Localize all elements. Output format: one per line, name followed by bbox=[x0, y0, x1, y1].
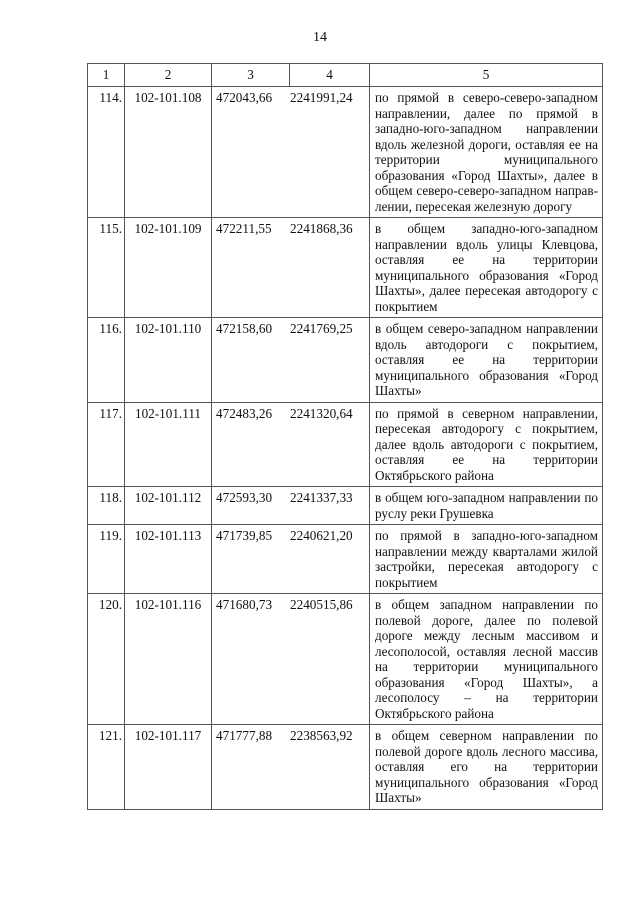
coord-x: 472043,66 bbox=[216, 90, 273, 105]
boundary-description: в общем северном направлении по полевой дороге вдоль лесного массива, оставляя его на территории муниципального образования «Город Шахты» bbox=[370, 725, 603, 810]
row-number: 118. bbox=[88, 487, 125, 525]
coordinates-cell bbox=[212, 725, 370, 810]
table-row bbox=[88, 525, 603, 594]
point-code: 102-101.116 bbox=[125, 594, 212, 725]
coord-x: 472483,26 bbox=[216, 405, 273, 421]
header-col-3: 3 bbox=[212, 64, 290, 87]
table-row bbox=[88, 725, 603, 810]
coord-x: 471739,85 bbox=[216, 528, 273, 543]
point-code: 102-101.110 bbox=[125, 318, 212, 403]
table-header-row bbox=[88, 64, 603, 87]
table-row bbox=[88, 402, 603, 487]
point-code: 102-101.109 bbox=[125, 218, 212, 318]
table-row bbox=[88, 487, 603, 525]
row-number: 114. bbox=[88, 87, 125, 218]
coord-y: 2241337,33 bbox=[290, 490, 353, 505]
boundary-description: по прямой в западно-юго-западном направлении между кварталами жилой застройки, пересекая автодорогу с покрытием bbox=[370, 525, 603, 594]
boundary-description: по прямой в северном направлении, пересекая автодорогу с покрытием, далее вдоль автодороги с покрытием, оставляя ее на территории Октябрьского района bbox=[370, 402, 603, 487]
table-row bbox=[88, 594, 603, 725]
header-col-1: 1 bbox=[88, 64, 125, 87]
coordinates-cell bbox=[212, 402, 370, 487]
point-code: 102-101.113 bbox=[125, 525, 212, 594]
coordinates-cell bbox=[212, 87, 370, 218]
coord-y: 2241769,25 bbox=[290, 321, 353, 336]
coord-x: 471680,73 bbox=[216, 597, 273, 612]
coord-y: 2241320,64 bbox=[290, 405, 353, 421]
boundary-description: в общем юго-западном направлении по руслу реки Грушевка bbox=[370, 487, 603, 525]
boundary-description: в общем западно-юго-западном направлении вдоль улицы Клевцова, оставляя ее на территории муниципального образования «Город Шахты», далее пересекая автодорогу с покрытием bbox=[370, 218, 603, 318]
header-col-5: 5 bbox=[370, 64, 603, 87]
header-col-4: 4 bbox=[290, 64, 370, 87]
coord-x: 472593,30 bbox=[216, 490, 273, 505]
coord-y: 2238563,92 bbox=[290, 728, 353, 743]
page-number: 14 bbox=[313, 30, 327, 45]
row-number: 120. bbox=[88, 594, 125, 725]
point-code: 102-101.111 bbox=[125, 402, 212, 487]
coordinates-cell bbox=[212, 487, 370, 525]
coord-y: 2240621,20 bbox=[290, 528, 353, 543]
boundary-description: по прямой в северо-северо-западном направлении, далее по прямой в западно-юго-западном направлении вдоль железной дороги, оставляя ее на территории муниципального образования «Город Шахты», далее в общем северо-северо-западном направлении, пересекая железную дорогу bbox=[370, 87, 603, 218]
coordinates-cell bbox=[212, 525, 370, 594]
point-code: 102-101.112 bbox=[125, 487, 212, 525]
coordinates-cell bbox=[212, 594, 370, 725]
row-number: 121. bbox=[88, 725, 125, 810]
row-number: 115. bbox=[88, 218, 125, 318]
table-row bbox=[88, 318, 603, 403]
point-code: 102-101.117 bbox=[125, 725, 212, 810]
row-number: 119. bbox=[88, 525, 125, 594]
boundary-description: в общем северо-западном направлении вдоль автодороги с покрытием, оставляя ее на территории муниципального образования «Город Шахты» bbox=[370, 318, 603, 403]
row-number: 116. bbox=[88, 318, 125, 403]
coordinates-cell bbox=[212, 318, 370, 403]
point-code: 102-101.108 bbox=[125, 87, 212, 218]
boundary-points-table bbox=[87, 63, 603, 810]
coord-y: 2241991,24 bbox=[290, 90, 353, 105]
boundary-description: в общем западном направлении по полевой дороге, далее по полевой дороге между лесным массивом и лесополосой, оставляя лесной массив на территории муниципального образования «Город Шахты», а лесополосу – на территории Октябрьского района bbox=[370, 594, 603, 725]
coord-y: 2240515,86 bbox=[290, 597, 353, 612]
coord-x: 471777,88 bbox=[216, 728, 273, 743]
coord-y: 2241868,36 bbox=[290, 221, 353, 236]
table-row bbox=[88, 87, 603, 218]
row-number: 117. bbox=[88, 402, 125, 487]
table-row bbox=[88, 218, 603, 318]
coordinates-cell bbox=[212, 218, 370, 318]
coord-x: 472158,60 bbox=[216, 321, 273, 336]
coord-x: 472211,55 bbox=[216, 221, 272, 236]
header-col-2: 2 bbox=[125, 64, 212, 87]
